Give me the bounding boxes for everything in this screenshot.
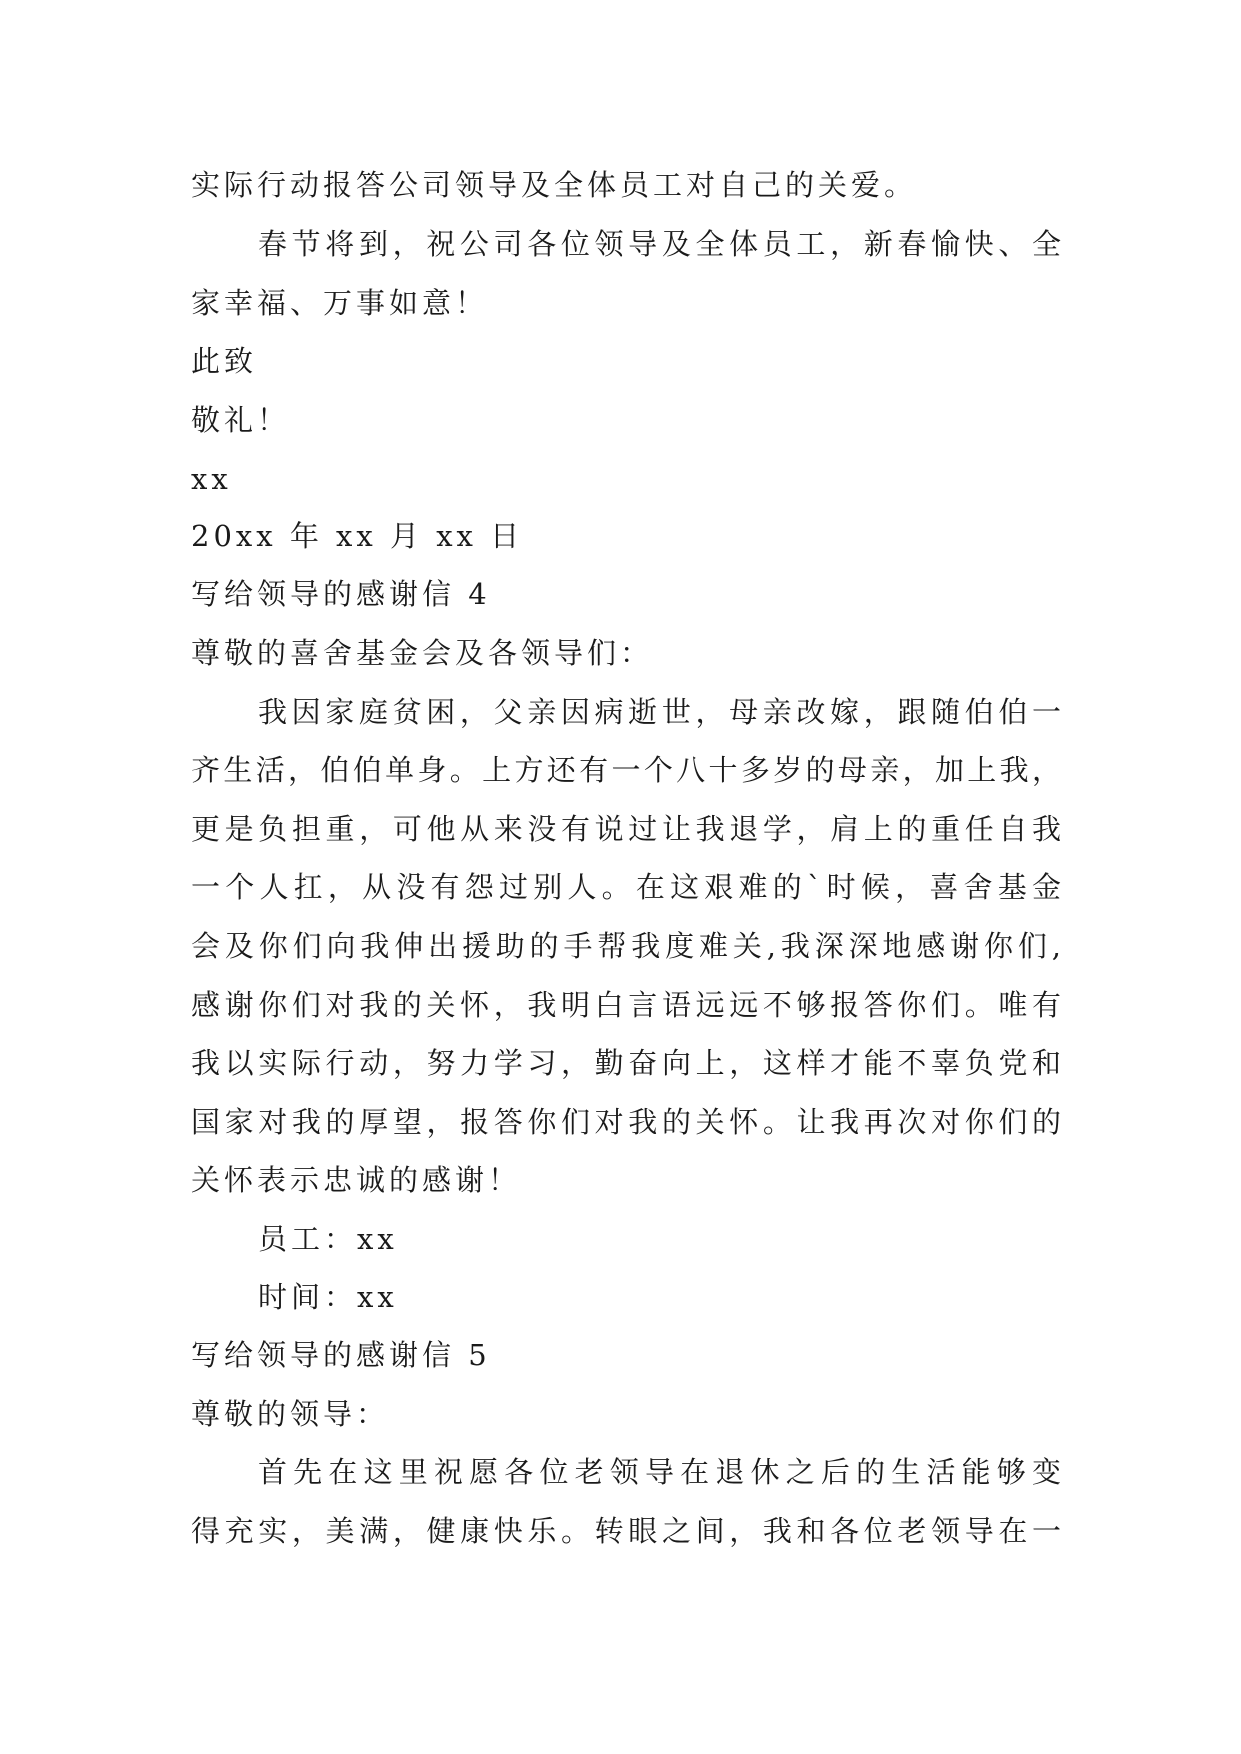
letter-greeting: 尊敬的喜舍基金会及各领导们： [191,636,654,670]
text-line: 我以实际行动，努力学习，勤奋向上，这样才能不辜负党和 [191,1046,1061,1080]
text-line: 我因家庭贫困，父亲因病逝世，母亲改嫁，跟随伯伯一 [258,695,1061,729]
letter-greeting: 尊敬的领导： [191,1397,390,1431]
letter-heading: 写给领导的感谢信 4 [191,577,491,611]
text-line: 一个人扛，从没有怨过别人。在这艰难的`时候，喜舍基金 [191,870,1061,904]
text-line: 家幸福、万事如意！ [191,286,489,320]
text-line: 更是负担重，可他从来没有说过让我退学，肩上的重任自我 [191,812,1061,846]
signature-employee: 员工：xx [258,1222,398,1256]
text-line: 感谢你们对我的关怀，我明白言语远远不够报答你们。唯有 [191,988,1061,1022]
closing-salutation: 敬礼！ [191,403,291,437]
text-line: 会及你们向我伸出援助的手帮我度难关,我深深地感谢你们, [191,929,1061,963]
closing-salutation: 此致 [191,344,258,378]
text-line: 得充实，美满，健康快乐。转眼之间，我和各位老领导在一 [191,1514,1061,1548]
text-line: 首先在这里祝愿各位老领导在退休之后的生活能够变 [258,1455,1061,1489]
signature-time: 时间：xx [258,1280,398,1314]
signature-date: 20xx 年 xx 月 xx 日 [191,519,524,553]
signature-name: xx [191,462,232,496]
letter-heading: 写给领导的感谢信 5 [191,1338,491,1372]
text-line: 齐生活，伯伯单身。上方还有一个八十多岁的母亲，加上我， [191,753,1061,787]
text-line: 国家对我的厚望，报答你们对我的关怀。让我再次对你们的 [191,1105,1061,1139]
text-line: 实际行动报答公司领导及全体员工对自己的关爱。 [191,168,918,202]
text-line: 春节将到，祝公司各位领导及全体员工，新春愉快、全 [258,227,1061,261]
text-line: 关怀表示忠诚的感谢！ [191,1163,522,1197]
